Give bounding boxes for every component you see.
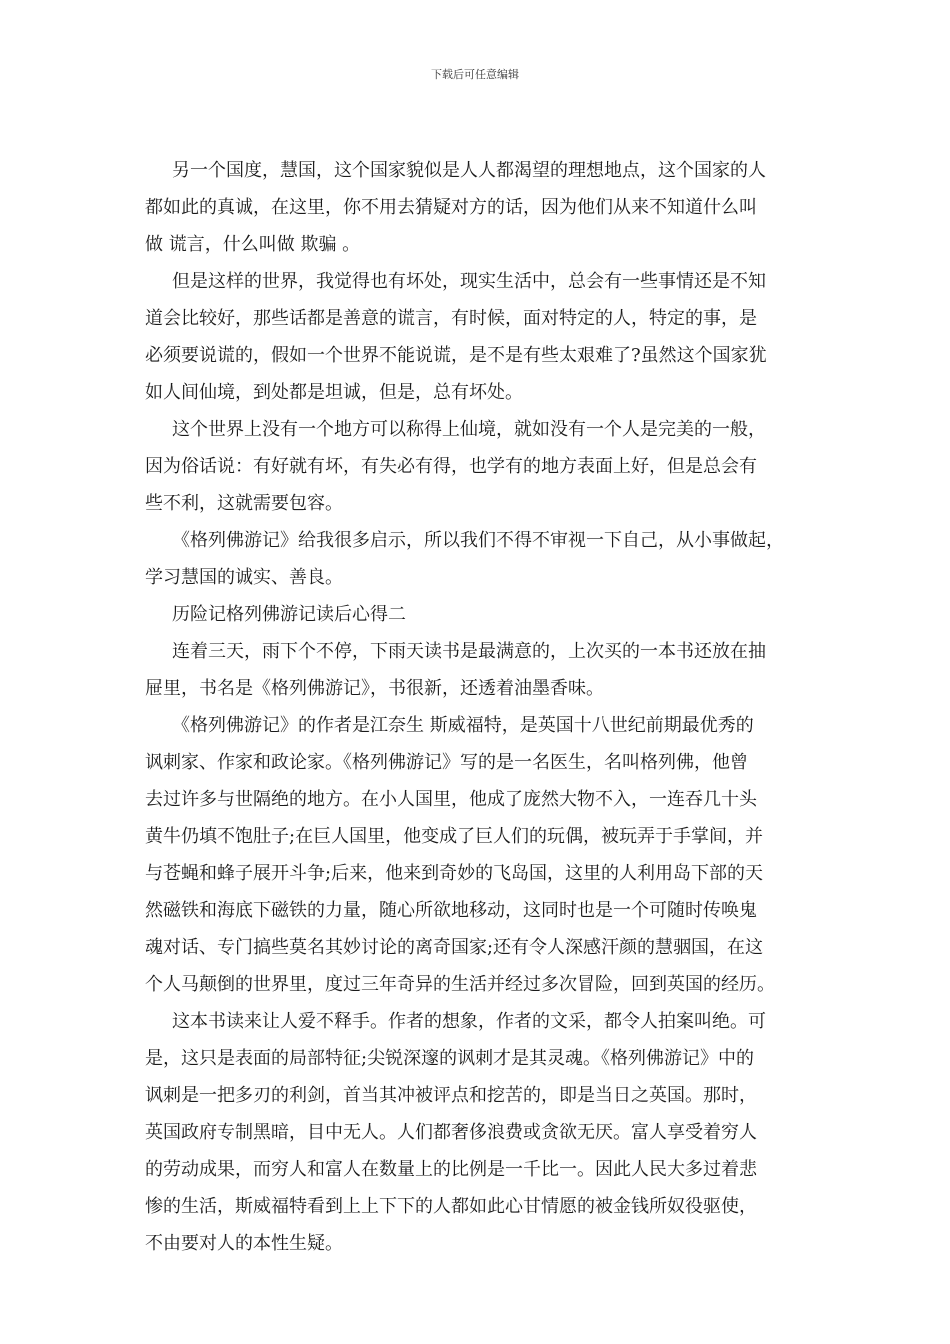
text-line: 些不利，这就需要包容。 (145, 493, 343, 514)
text-line: 然磁铁和海底下磁铁的力量，随心所欲地移动，这同时也是一个可随时传唤鬼 (145, 900, 757, 921)
text-line: 的劳动成果，而穷人和富人在数量上的比例是一千比一。因此人民大多过着悲 (145, 1159, 757, 1180)
text-line: 但是这样的世界，我觉得也有坏处，现实生活中，总会有一些事情还是不知 (172, 271, 766, 292)
text-line: 学习慧国的诚实、善良。 (145, 567, 343, 588)
text-line: 讽刺家、作家和政论家。《格列佛游记》写的是一名医生，名叫格列佛，他曾 (145, 752, 748, 773)
text-line: 黄牛仍填不饱肚子;在巨人国里，他变成了巨人们的玩偶，被玩弄于手掌间，并 (145, 826, 764, 847)
section-heading: 历险记格列佛游记读后心得二 (172, 604, 406, 625)
text-line: 做 谎言，什么叫做 欺骗 。 (145, 234, 361, 255)
text-line: 另一个国度，慧国，这个国家貌似是人人都渴望的理想地点，这个国家的人 (172, 160, 766, 181)
text-line: 这个世界上没有一个地方可以称得上仙境，就如没有一个人是完美的一般， (172, 419, 766, 440)
text-line: 连着三天，雨下个不停，下雨天读书是最满意的，上次买的一本书还放在抽 (172, 641, 766, 662)
text-line: 因为俗话说：有好就有坏，有失必有得，也学有的地方表面上好，但是总会有 (145, 456, 757, 477)
text-line: 个人马颠倒的世界里，度过三年奇异的生活并经过多次冒险，回到英国的经历。 (145, 974, 775, 995)
text-line: 《格列佛游记》给我很多启示，所以我们不得不审视一下自己，从小事做起， (172, 530, 784, 551)
document-body (145, 152, 820, 1262)
text-line: 讽刺是一把多刃的利剑，首当其冲被评点和挖苦的，即是当日之英国。那时， (145, 1085, 757, 1106)
text-line: 去过许多与世隔绝的地方。在小人国里，他成了庞然大物不入，一连吞几十头 (145, 789, 757, 810)
text-line: 如人间仙境，到处都是坦诚，但是，总有坏处。 (145, 382, 523, 403)
text-line: 惨的生活，斯威福特看到上上下下的人都如此心甘情愿的被金钱所奴役驱使， (145, 1196, 757, 1217)
text-line: 道会比较好，那些话都是善意的谎言，有时候，面对特定的人，特定的事，是 (145, 308, 757, 329)
text-line: 屉里，书名是《格列佛游记》，书很新，还透着油墨香味。 (145, 678, 604, 699)
text-line: 不由要对人的本性生疑。 (145, 1233, 343, 1254)
text-line: 英国政府专制黑暗，目中无人。人们都奢侈浪费或贪欲无厌。富人享受着穷人 (145, 1122, 757, 1143)
text-line: 这本书读来让人爱不释手。作者的想象，作者的文采，都令人拍案叫绝。可 (172, 1011, 766, 1032)
text-line: 《格列佛游记》的作者是江奈生 斯威福特，是英国十八世纪前期最优秀的 (172, 715, 754, 736)
page-header: 下载后可任意编辑 (431, 68, 519, 81)
text-line: 必须要说谎的，假如一个世界不能说谎，是不是有些太艰难了?虽然这个国家犹 (145, 345, 767, 366)
text-line: 是，这只是表面的局部特征;尖锐深邃的讽刺才是其灵魂。《格列佛游记》中的 (145, 1048, 755, 1069)
text-line: 都如此的真诚，在这里，你不用去猜疑对方的话，因为他们从来不知道什么叫 (145, 197, 757, 218)
text-line: 与苍蝇和蜂子展开斗争;后来，他来到奇妙的飞岛国，这里的人利用岛下部的天 (145, 863, 764, 884)
text-line: 魂对话、专门搞些莫名其妙讨论的离奇国家;还有令人深感汗颜的慧骃国，在这 (145, 937, 764, 958)
